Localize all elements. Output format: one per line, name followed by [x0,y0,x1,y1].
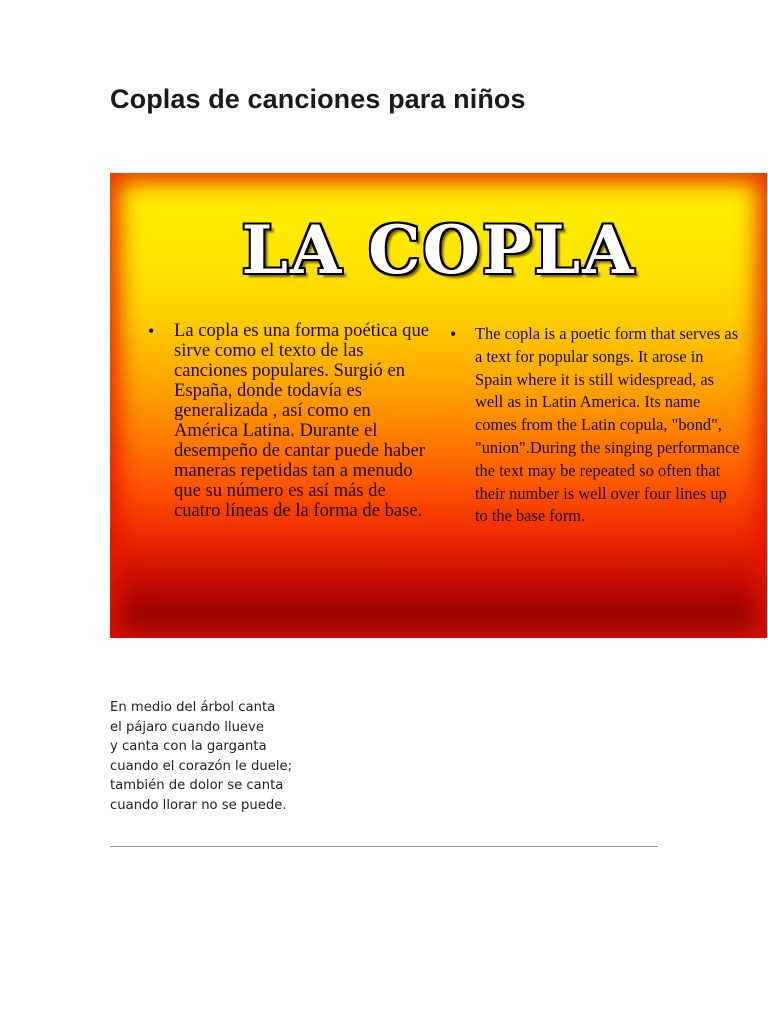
page-title: Coplas de canciones para niños [110,84,526,114]
spanish-column [148,321,430,521]
poem-line: el pájaro cuando llueve [110,719,264,735]
poem-line: cuando el corazón le duele; [110,758,293,774]
english-column [450,323,740,528]
divider [110,846,658,847]
la-copla-image [110,173,767,638]
poem-line: En medio del árbol canta [110,700,276,715]
spanish-description: La copla es una forma poética que sirve como el texto de las canciones populares. Surgió en España, donde todavía es generalizada , así como en América Latina. Durante el desempeño de cantar puede haber maneras repetidas tan a menudo que su número es así más de cuatro líneas de la forma de base. [174,320,430,521]
poem-line: cuando llorar no se puede. [110,797,287,813]
slide-title: LA COPLA [241,211,636,289]
poem-line: y canta con la garganta [110,739,267,754]
poem-line: también de dolor se canta [110,778,284,793]
bullet-icon: • [450,324,457,344]
english-description: The copla is a poetic form that serves as a text for popular songs. It arose in Spain where it is still widespread, as well as in Latin America. Its name comes from the Latin copula, "bond", "union".During the singing performance the text may be repeated so often that their number is well over four lines up to the base form. [475,324,740,526]
poem [110,698,292,815]
spanish-bullet [148,321,430,521]
bullet-icon: • [148,321,155,341]
english-bullet [450,323,740,528]
